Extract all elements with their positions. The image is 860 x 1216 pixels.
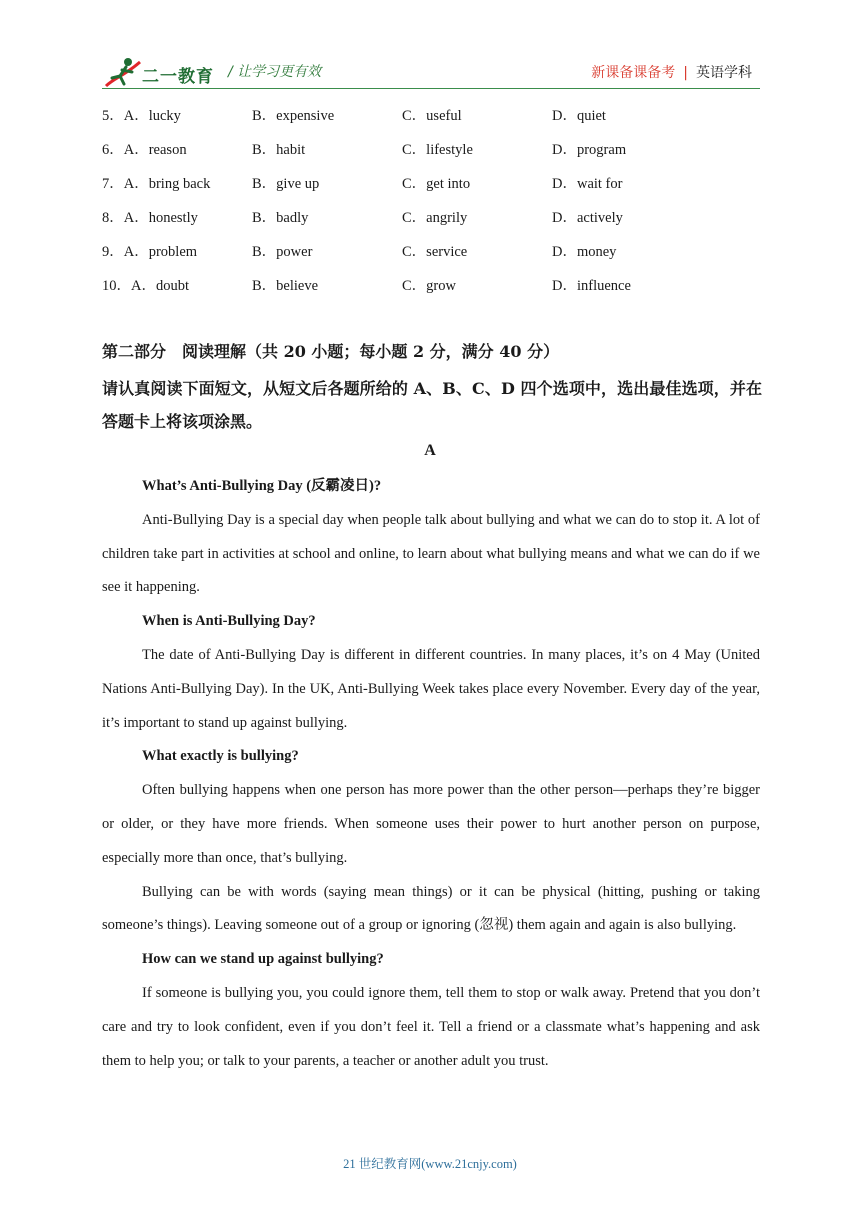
option-a: 10．A．doubt (102, 278, 189, 294)
option-d: D．wait for (552, 176, 623, 192)
option-c: C．useful (402, 108, 462, 124)
page-header (0, 0, 860, 95)
passage-letter: A (424, 442, 436, 459)
option-b: B．give up (252, 176, 320, 192)
option-a: 5．A．lucky (102, 108, 181, 124)
option-row (102, 100, 762, 134)
question-heading: When is Anti-Bullying Day? (142, 613, 316, 630)
paragraph: The date of Anti-Bullying Day is different in different countries. In many places, it’s on 4 May (United Nations Anti-Bullying Day). In the UK, Anti-Bullying Week takes place every November. Every day of the year, it’s important to stand up against bullying. (102, 646, 760, 731)
option-a: 8．A．honestly (102, 210, 198, 226)
option-b: B．expensive (252, 108, 335, 124)
option-d: D．program (552, 142, 627, 158)
question-heading: What’s Anti-Bullying Day (反霸凌日)? (142, 478, 382, 494)
option-a: 7．A．bring back (102, 176, 211, 192)
option-a: 9．A．problem (102, 244, 198, 260)
option-d: D．quiet (552, 108, 606, 124)
option-row (102, 270, 762, 304)
slogan: / 让学习更有效 (228, 64, 322, 80)
option-b: B．badly (252, 210, 309, 226)
header-separator: | (683, 65, 688, 81)
option-b: B．believe (252, 278, 319, 294)
paragraph: Bullying can be with words (saying mean things) or it can be physical (hitting, pushing or taking someone’s things). Leaving someone out of a group or ignoring (忽视) them again and again is also bullying. (102, 883, 760, 934)
passage-body (102, 470, 760, 1078)
paragraph: Anti-Bullying Day is a special day when people talk about bullying and what we can do to stop it. A lot of children take part in activities at school and online, to learn about what bullying means and what we can do if we see it happening. (102, 511, 760, 596)
question-heading: What exactly is bullying? (142, 748, 299, 765)
section-title: 第二部分 阅读理解（共 20 小题；每小题 2 分，满分 40 分） (102, 342, 560, 361)
question-heading: How can we stand up against bullying? (142, 951, 384, 968)
page-footer: 21 世纪教育网(www.21cnjy.com) (343, 1157, 517, 1171)
option-d: D．money (552, 244, 617, 260)
runner-logo-icon (104, 56, 144, 90)
header-right (591, 62, 752, 82)
paragraph: Often bullying happens when one person has more power than the other person—perhaps they’re bigger or older, or they have more friends. When someone uses their power to hurt another person on purpose, especially more than once, that’s bullying. (102, 782, 760, 866)
option-d: D．actively (552, 210, 623, 226)
option-d: D．influence (552, 278, 631, 294)
section-instruction: 请认真阅读下面短文，从短文后各题所给的 A、B、C、D 四个选项中，选出最佳选项，并在答题卡上将该项涂黑。 (102, 379, 762, 431)
option-c: C．grow (402, 278, 456, 294)
option-row (102, 202, 762, 236)
header-rule (102, 88, 760, 89)
paragraph: If someone is bullying you, you could ignore them, tell them to stop or walk away. Pretend that you don’t care and try to look confident, even if you don’t feel it. Tell a friend or a classmate what’s happening and ask them to help you; or talk to your parents, a teacher or another adult you trust. (102, 984, 760, 1069)
logo-text: 二一教育 (142, 67, 214, 87)
option-c: C．angrily (402, 210, 468, 226)
option-a: 6．A．reason (102, 142, 187, 158)
header-tag: 新课备课备考 (591, 65, 676, 81)
option-c: C．lifestyle (402, 142, 473, 158)
options-table (102, 100, 762, 304)
option-row (102, 134, 762, 168)
option-row (102, 168, 762, 202)
option-b: B．power (252, 244, 313, 260)
option-row (102, 236, 762, 270)
option-c: C．service (402, 244, 468, 260)
logo (104, 56, 214, 90)
option-c: C．get into (402, 176, 471, 192)
option-b: B．habit (252, 142, 306, 158)
header-subject: 英语学科 (696, 65, 752, 81)
